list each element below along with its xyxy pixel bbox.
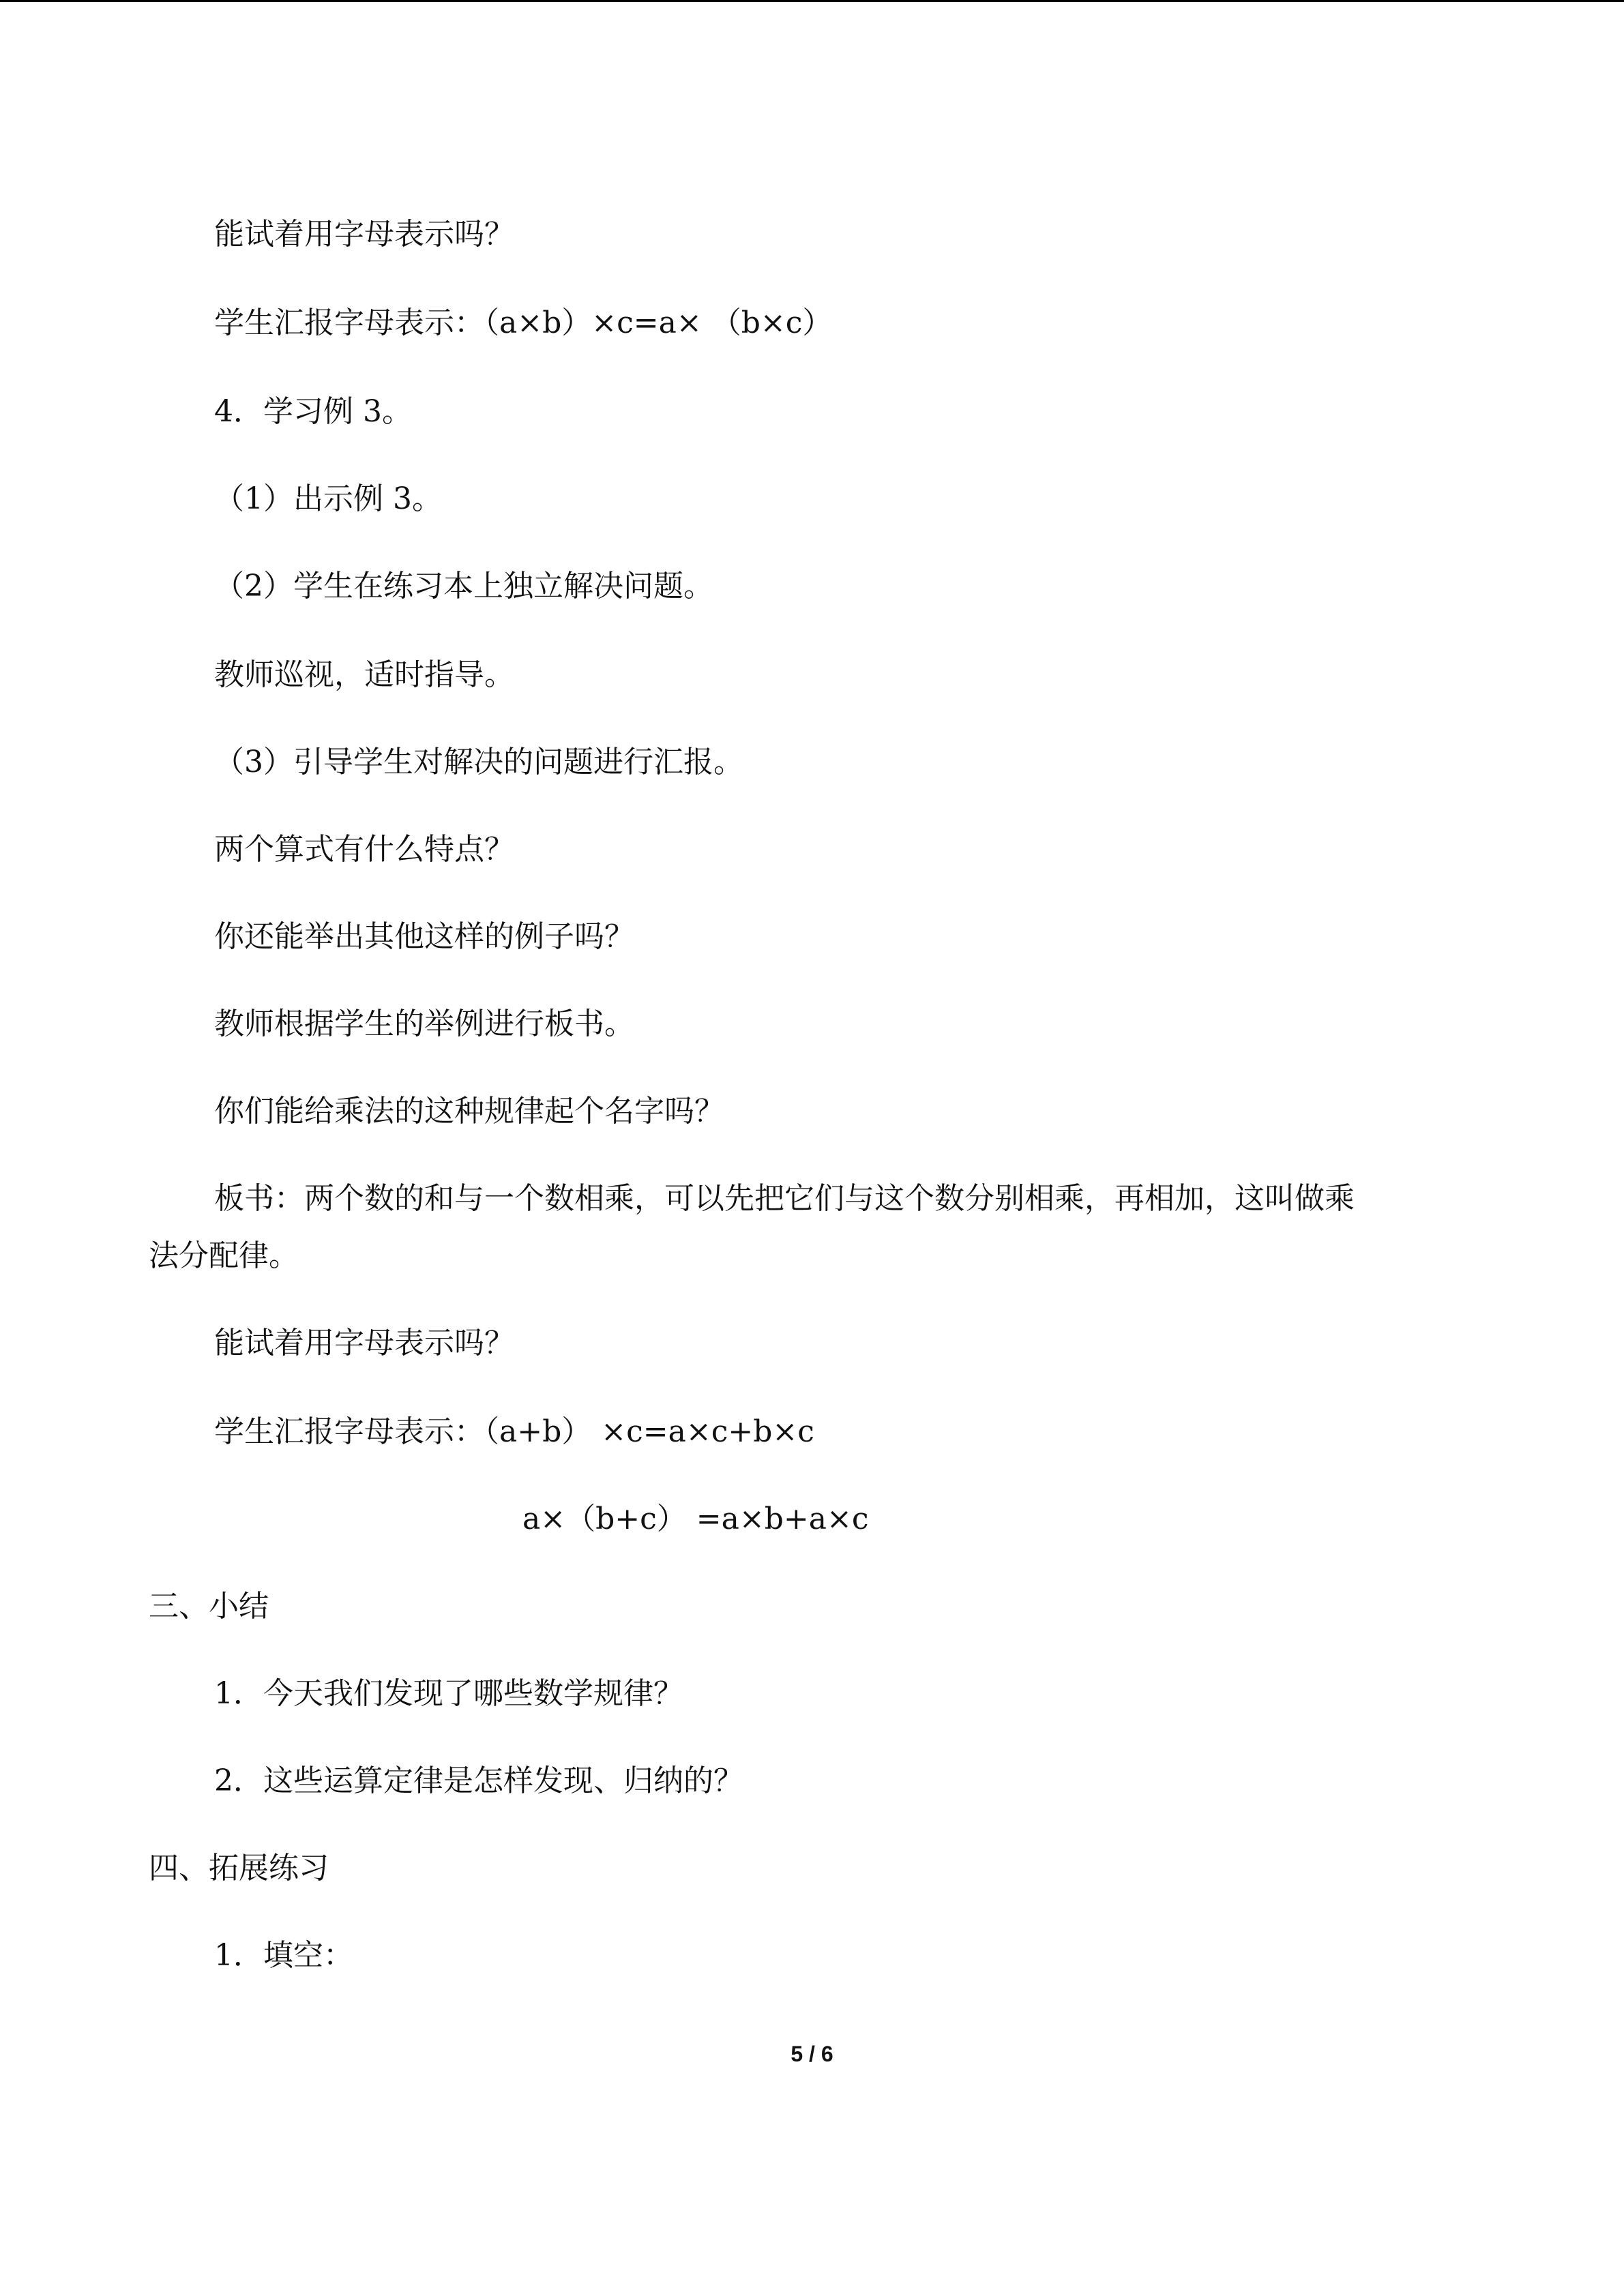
text-line-distributive-definition: 板书：两个数的和与一个数相乘，可以先把它们与这个数分别相乘，再相加，这叫做乘 bbox=[214, 1181, 1355, 1216]
summary-item-2: 2．这些运算定律是怎样发现、归纳的？ bbox=[214, 1763, 743, 1798]
text-line-solve: （2）学生在练习本上独立解决问题。 bbox=[214, 569, 713, 603]
text-line-teacher-guide: 教师巡视，适时指导。 bbox=[214, 657, 514, 692]
text-line-letters-question: 能试着用字母表示吗？ bbox=[214, 1326, 514, 1360]
text-line-features: 两个算式有什么特点？ bbox=[214, 832, 514, 867]
text-line-more-examples: 你还能举出其他这样的例子吗？ bbox=[214, 919, 634, 954]
text-line-show-example: （1）出示例 3。 bbox=[214, 481, 442, 516]
page-number: 5 / 6 bbox=[791, 2042, 833, 2066]
text-line-report: （3）引导学生对解决的问题进行汇报。 bbox=[214, 745, 743, 779]
text-line-distributive-definition-cont: 法分配律。 bbox=[149, 1238, 299, 1273]
practice-item-1: 1．填空： bbox=[214, 1938, 353, 1973]
text-line-board: 教师根据学生的举例进行板书。 bbox=[214, 1007, 634, 1041]
summary-item-1: 1．今天我们发现了哪些数学规律？ bbox=[214, 1676, 683, 1711]
top-border-rule bbox=[0, 0, 1624, 2]
text-line-name-rule: 你们能给乘法的这种规律起个名字吗？ bbox=[214, 1094, 724, 1129]
section-heading-summary: 三、小结 bbox=[149, 1589, 269, 1624]
formula-distributive-law-2: a×（b+c） =a×b+a×c bbox=[522, 1502, 869, 1536]
section-item-4: 4．学习例 3。 bbox=[214, 394, 412, 429]
section-heading-practice: 四、拓展练习 bbox=[149, 1851, 329, 1885]
formula-distributive-law-1: 学生汇报字母表示：（a+b） ×c=a×c+b×c bbox=[214, 1414, 814, 1449]
formula-associative-law: 学生汇报字母表示：（a×b）×c=a× （b×c） bbox=[214, 305, 833, 340]
text-line-1: 能试着用字母表示吗？ bbox=[214, 217, 514, 252]
